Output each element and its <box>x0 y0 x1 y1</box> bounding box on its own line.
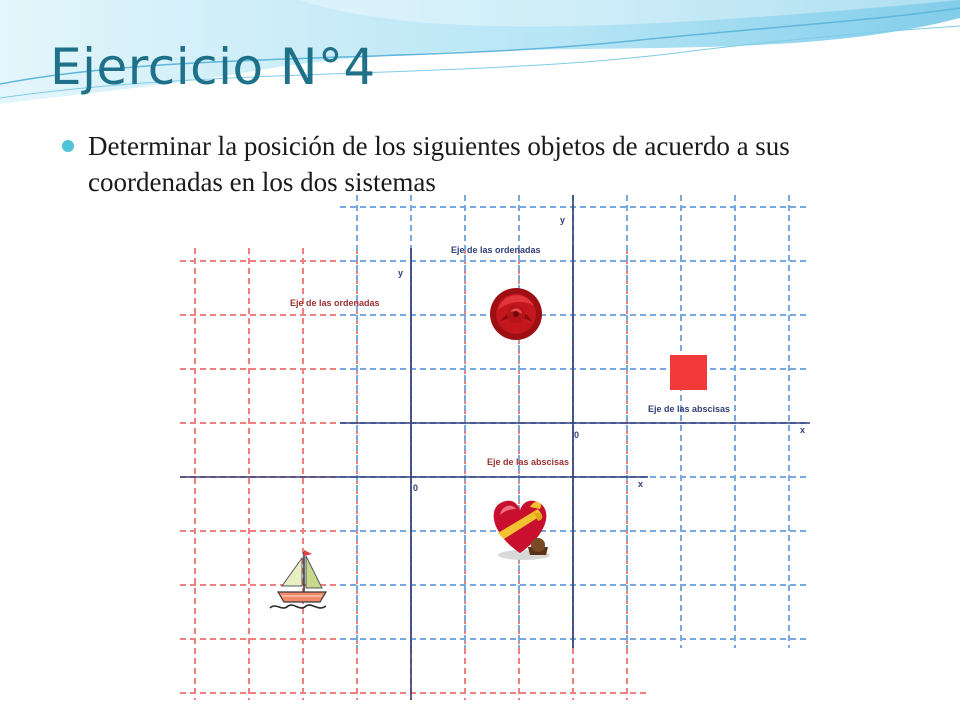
heart-gift-icon <box>494 501 550 560</box>
red-y-axis-label: y <box>398 268 404 278</box>
blue-y-axis-label: y <box>560 215 566 225</box>
red-x-axis-label: x <box>638 479 644 489</box>
blue-abscissas-label: Eje de las abscisas <box>648 404 731 414</box>
rose-icon <box>490 288 542 340</box>
slide-title: Ejercicio N°4 <box>50 38 376 96</box>
red-ordinates-label: Eje de las ordenadas <box>290 298 380 308</box>
sailboat-icon <box>270 550 326 608</box>
red-abscissas-label: Eje de las abscisas <box>487 457 570 467</box>
red-square <box>670 355 707 390</box>
blue-ordinates-label: Eje de las ordenadas <box>451 245 541 255</box>
blue-x-axis-label: x <box>800 425 806 435</box>
blue-origin-label: 0 <box>574 430 580 440</box>
bullet-text: Determinar la posición de los siguientes objetos de acuerdo a sus coordenadas en los dos sistemas <box>88 131 790 197</box>
red-origin-label: 0 <box>413 483 419 493</box>
